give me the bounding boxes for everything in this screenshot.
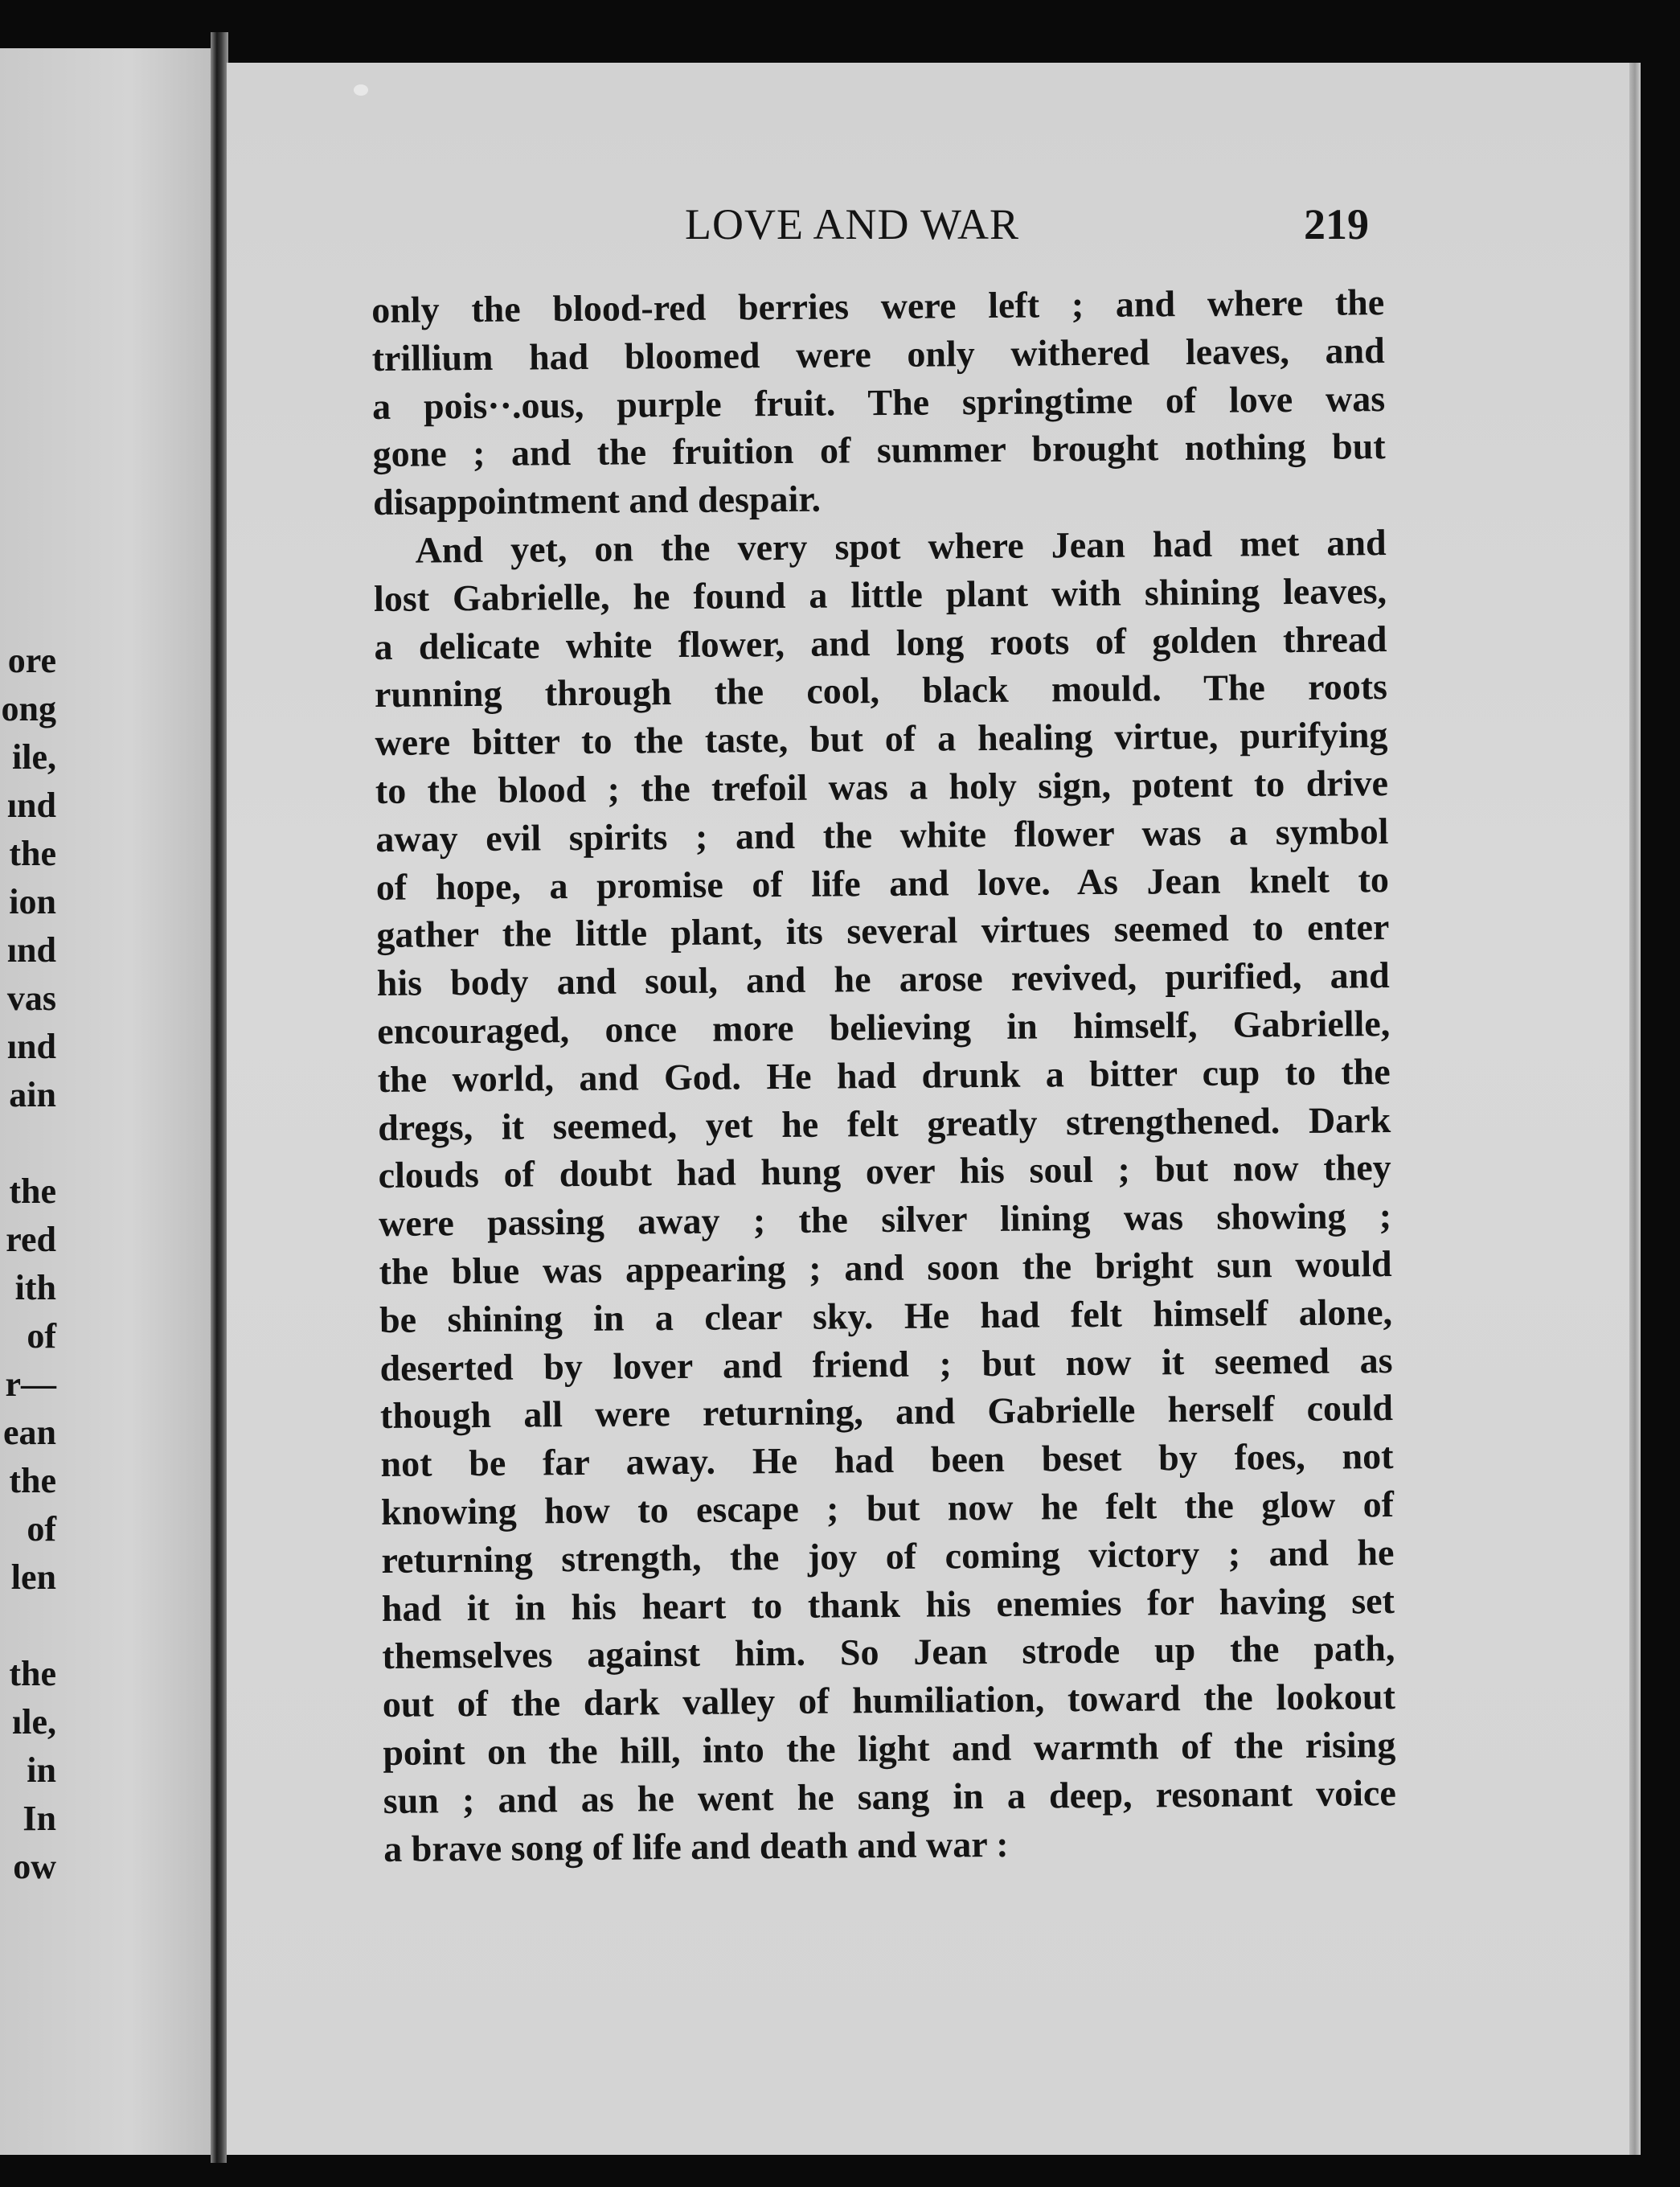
text-line: not be far away. He had been beset by foes, not — [380, 1435, 1394, 1485]
facing-page-fragment: ınd — [6, 786, 56, 825]
facing-page-fragment: ong — [1, 689, 56, 728]
facing-page-fragment: the — [9, 1461, 56, 1500]
facing-page-fragment: of — [27, 1509, 56, 1549]
text-line: only the blood-red berries were left ; and where the — [371, 281, 1385, 330]
facing-page-fragment: ith — [14, 1268, 56, 1307]
text-line: out of the dark valley of humiliation, toward the lookout — [382, 1676, 1396, 1725]
paragraph — [373, 519, 1396, 1873]
text-line: encouraged, once more believing in himself, Gabrielle, — [377, 1003, 1391, 1052]
text-line: point on the hill, into the light and warmth of the rising — [383, 1723, 1396, 1773]
facing-page-fragment: ınd — [6, 1027, 56, 1066]
text-line: knowing how to escape ; but now he felt the glow of — [380, 1483, 1395, 1533]
text-line: a pois··.ous, purple fruit. The springtime of love was — [371, 377, 1386, 427]
scan-border — [227, 2155, 1641, 2187]
body-text — [371, 278, 1396, 1873]
text-line: his body and soul, and he arose revived, purified, and — [376, 954, 1390, 1004]
running-head-title: LOVE AND WAR — [685, 200, 1019, 248]
facing-page-fragment: len — [10, 1557, 56, 1597]
facing-page-fragment — [0, 1602, 56, 1650]
text-line: to the blood ; the trefoil was a holy sign, potent to drive — [375, 762, 1389, 811]
facing-page-fragment: r— — [5, 1364, 56, 1404]
facing-page-fragment: ain — [9, 1075, 56, 1114]
facing-page-fragment: ean — [3, 1413, 56, 1452]
text-line: dregs, it seemed, yet he felt greatly strengthened. Dark — [378, 1098, 1391, 1148]
text-line: running through the cool, black mould. The roots — [374, 666, 1388, 716]
facing-page-fragment: ile, — [12, 737, 56, 777]
book-gutter — [211, 32, 228, 2163]
text-line: sun ; and as he went he sang in a deep, resonant voice — [383, 1771, 1396, 1821]
facing-page-fragment: vas — [6, 979, 56, 1018]
running-head — [227, 199, 1629, 256]
facing-page-fragment: red — [6, 1220, 56, 1259]
text-line: clouds of doubt had hung over his soul ; but now they — [378, 1147, 1391, 1196]
text-line: be shining in a clear sky. He had felt himself alone, — [379, 1290, 1393, 1340]
text-line: And yet, on the very spot where Jean had met and — [415, 522, 1387, 571]
text-line: deserted by lover and friend ; but now it seemed as — [379, 1339, 1393, 1389]
text-line: were bitter to the taste, but of a healing virtue, purifying — [375, 714, 1388, 764]
text-line: had it in his heart to thank his enemies for having set — [381, 1579, 1395, 1629]
text-line: a brave song of life and death and war : — [383, 1823, 1009, 1869]
text-line: lost Gabrielle, he found a little plant with shining leaves, — [373, 569, 1387, 619]
text-line: the world, and God. He had drunk a bitter cup to the — [377, 1050, 1391, 1100]
facing-page-fragment: the — [9, 1171, 56, 1211]
facing-page-fragment: of — [27, 1316, 56, 1356]
facing-page-fragment: the — [9, 1654, 56, 1693]
text-line: away evil spirits ; and the white flower was a symbol — [375, 810, 1389, 860]
facing-page-fragment: the — [9, 834, 56, 873]
scan-speck — [354, 84, 368, 96]
facing-page-fragment: ıle, — [12, 1702, 56, 1742]
text-line: gather the little plant, its several virtues seemed to enter — [376, 906, 1390, 956]
text-line: gone ; and the fruition of summer brought nothing but — [372, 425, 1386, 475]
facing-page-fragment: in — [27, 1750, 56, 1790]
facing-page-fragment — [0, 1119, 56, 1167]
text-line: were passing away ; the silver lining was showing ; — [378, 1195, 1392, 1245]
text-line: disappointment and despair. — [372, 478, 822, 523]
text-line: trillium had bloomed were only withered leaves, and — [371, 329, 1385, 379]
page-number: 219 — [1304, 200, 1369, 248]
text-line: returning strength, the joy of coming victory ; and he — [381, 1531, 1395, 1581]
text-line: themselves against him. So Jean strode up the path, — [382, 1627, 1395, 1677]
facing-page-fragment: ion — [9, 882, 56, 921]
text-line: the blue was appearing ; and soon the bright sun would — [379, 1243, 1392, 1292]
facing-page-fragment: In — [23, 1799, 56, 1838]
facing-page-fragment: ınd — [6, 930, 56, 970]
text-line: a delicate white flower, and long roots of golden thread — [374, 618, 1387, 667]
facing-page-text-fragments — [0, 637, 56, 1891]
facing-page-fragment: ow — [13, 1847, 56, 1886]
page-edge — [1629, 63, 1641, 2155]
text-line: though all were returning, and Gabrielle herself could — [379, 1387, 1394, 1437]
paragraph — [371, 278, 1386, 527]
text-line: of hope, a promise of life and love. As Jean knelt to — [375, 858, 1390, 908]
facing-page-fragment: ore — [7, 641, 56, 680]
